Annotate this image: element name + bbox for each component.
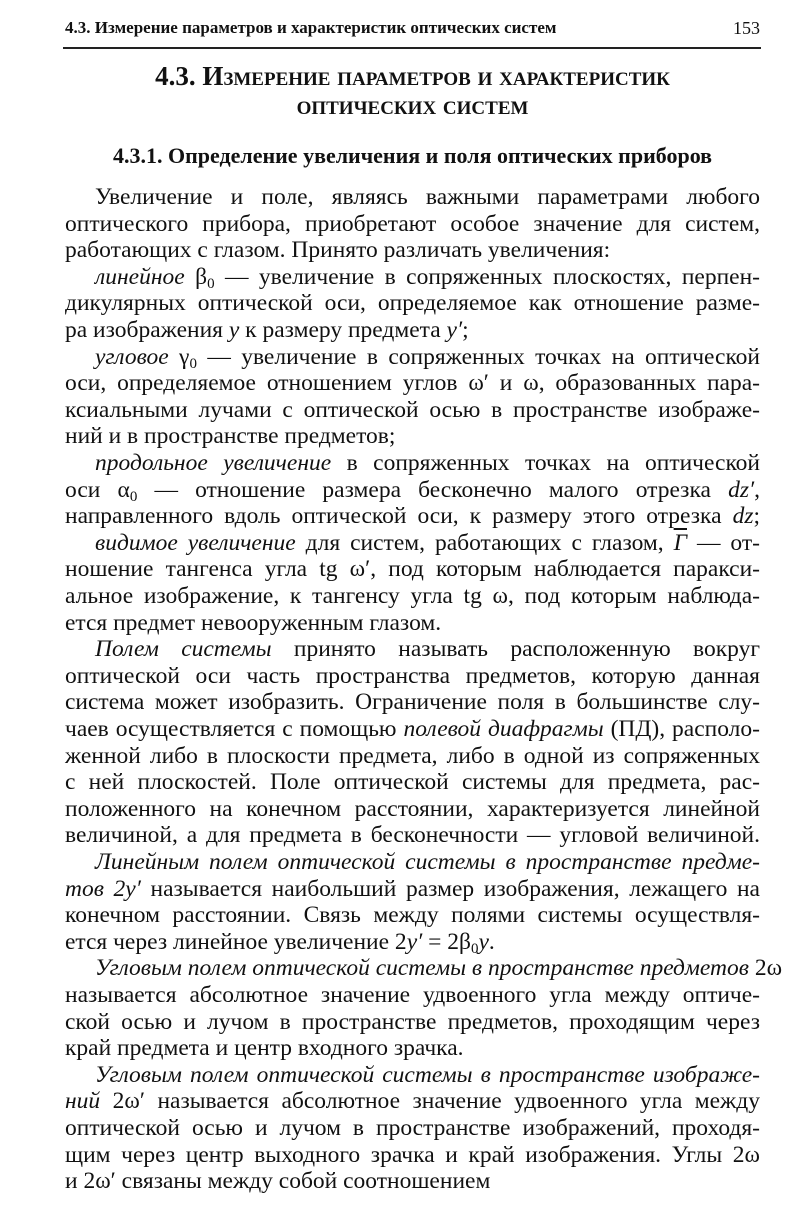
- text-run: оптической осью и лучом в пространстве изображений, проходя-: [65, 1115, 760, 1141]
- text-run: = 2β: [422, 928, 471, 955]
- text-run: принято называть расположенную вокруг: [271, 636, 760, 663]
- text-run: дикулярных оптической оси, определяемое как отношение разме-: [65, 290, 760, 317]
- section-title: [60, 62, 765, 120]
- text-run: .: [488, 928, 495, 955]
- text-run: к размеру предмета: [239, 317, 447, 343]
- text-line: [65, 290, 760, 317]
- text-line: [65, 849, 760, 876]
- text-run: оптической оси часть пространства предметов, которую данная: [65, 662, 760, 689]
- text-line: [65, 344, 760, 371]
- text-run: — увеличение в сопряженных точках на оптической: [196, 343, 761, 370]
- text-run: ется через линейное увеличение 2: [65, 928, 407, 955]
- subscript: 0: [189, 355, 197, 372]
- text-line: [65, 1062, 760, 1089]
- text-line: [65, 743, 760, 770]
- italic-run: продольное увеличение: [95, 450, 332, 476]
- running-title: 4.3. Измерение параметров и характеристик оптических систем: [65, 18, 557, 37]
- text-run: для систем, работающих с глазом,: [295, 529, 674, 556]
- text-run: — от-: [687, 529, 760, 556]
- text-line: [65, 556, 760, 583]
- text-run: оси α: [65, 476, 130, 503]
- subscript: 0: [207, 275, 215, 292]
- text-line: [65, 1115, 760, 1142]
- italic-run: y: [478, 928, 489, 955]
- italic-run: Угловым полем оптической системы в пространстве изображе-: [95, 1061, 760, 1088]
- text-line: [65, 663, 760, 690]
- text-line: [65, 982, 760, 1009]
- text-line: [65, 929, 760, 956]
- text-run: ний и в пространстве предметов;: [65, 423, 396, 450]
- text-run: женной либо в плоскости предмета, либо в одной из сопряженных: [65, 742, 760, 769]
- text-line: [65, 636, 760, 663]
- italic-run: видимое увеличение: [95, 529, 296, 556]
- text-run: Увеличение и поле, являясь важными параметрами любого: [95, 184, 760, 210]
- text-line: [65, 264, 760, 291]
- text-line: [65, 370, 760, 397]
- italic-run: линейное: [95, 263, 185, 290]
- header-rule: [63, 47, 761, 49]
- text-run: чаев осуществляется с помощью: [65, 716, 404, 742]
- text-run: ;: [753, 503, 760, 530]
- text-line: [65, 503, 760, 530]
- text-run: ра изображения: [65, 317, 229, 343]
- italic-run: dz: [732, 503, 754, 530]
- text-run: оптического прибора, приобретают особое значение для систем,: [65, 210, 760, 237]
- text-run: 2ω′ называется абсолютное значение удвоенного угла между: [100, 1088, 760, 1115]
- text-run: называется абсолютное значение удвоенного угла между оптиче-: [65, 982, 760, 1008]
- text-line: [65, 796, 760, 823]
- text-run: величиной, а для предмета в бесконечности — угловой величиной.: [65, 822, 760, 849]
- text-run: называется наибольший размер изображения, лежащего на: [140, 875, 760, 902]
- text-run: γ: [168, 343, 190, 370]
- text-line: [65, 716, 760, 743]
- subscript: 0: [129, 488, 138, 505]
- text-line: [65, 237, 760, 264]
- text-line: [65, 211, 760, 238]
- text-run: — отношение размера бесконечно малого отрезка: [137, 476, 729, 503]
- text-line: [65, 1009, 760, 1036]
- text-line: [65, 822, 760, 849]
- text-line: [65, 1088, 760, 1115]
- italic-run: Линейным полем оптической системы в пространстве предме-: [95, 849, 760, 875]
- text-line: [65, 477, 760, 504]
- text-line: [65, 769, 760, 796]
- text-run: альное изображение, к тангенсу угла tg ω, под которым наблюда-: [65, 583, 760, 609]
- text-run: Г: [673, 529, 687, 556]
- subsection-title: 4.3.1. Определение увеличения и поля оптических приборов: [112, 143, 713, 168]
- text-run: β: [184, 263, 208, 290]
- italic-run: Угловым полем оптической системы в пространстве предметов: [95, 955, 749, 982]
- text-run: ксиальными лучами с оптической осью в пространстве изображе-: [65, 396, 760, 423]
- text-line: [65, 1035, 760, 1062]
- text-run: работающих с глазом. Принято различать увеличения:: [65, 237, 611, 264]
- text-line: [65, 1168, 760, 1195]
- text-run: щим через центр выходного зрачка и край изображения. Углы 2ω: [65, 1141, 760, 1168]
- italic-run: Полем системы: [95, 636, 272, 663]
- italic-run: ний: [65, 1088, 101, 1115]
- text-line: [65, 610, 760, 637]
- text-run: с ней плоскостей. Поле оптической системы для предмета, рас-: [65, 769, 760, 796]
- text-line: [65, 689, 760, 716]
- text-run: ношение тангенса угла tg ω′, под которым наблюдается паракси-: [65, 556, 760, 583]
- text-run: — увеличение в сопряженных плоскостях, перпен-: [214, 263, 760, 290]
- text-line: [65, 955, 783, 982]
- text-line: [65, 317, 760, 344]
- text-line: [65, 184, 760, 211]
- section-title-line: оптических систем: [296, 90, 529, 120]
- text-run: (ПД), располо-: [603, 716, 760, 742]
- text-line: [65, 423, 760, 450]
- text-line: [65, 583, 760, 610]
- italic-run: тов 2y′: [65, 875, 141, 902]
- italic-run: y′: [406, 928, 423, 955]
- text-line: [65, 450, 760, 477]
- text-run: система может изобразить. Ограничение поля в большинстве слу-: [65, 689, 760, 716]
- italic-run: полевой диафрагмы: [403, 716, 604, 742]
- text-run: и 2ω′ связаны между собой соотношением: [65, 1168, 491, 1195]
- text-line: [65, 530, 760, 557]
- text-line: [65, 1142, 760, 1169]
- running-header: [65, 18, 760, 44]
- text-run: положенного на конечном расстоянии, характеризуется линейной: [65, 795, 760, 822]
- italic-run: dz′: [728, 476, 755, 503]
- text-run: конечном расстоянии. Связь между полями системы осуществля-: [65, 902, 760, 929]
- section-title-line: 4.3. Измерение параметров и характеристик: [155, 61, 670, 91]
- text-run: край предмета и центр входного зрачка.: [65, 1035, 464, 1062]
- text-line: [65, 397, 760, 424]
- text-run: ,: [754, 476, 761, 503]
- italic-run: угловое: [95, 343, 169, 370]
- subscript: 0: [470, 940, 479, 957]
- text-run: ской осью и лучом в пространстве предметов, проходящим через: [65, 1008, 760, 1035]
- text-line: [65, 902, 760, 929]
- italic-run: y′: [446, 317, 463, 343]
- page-number: 153: [733, 18, 760, 38]
- text-run: 2ω: [748, 955, 783, 982]
- text-run: направленного вдоль оптической оси, к размеру этого отрезка: [65, 503, 733, 530]
- text-run: ;: [462, 317, 469, 343]
- text-line: [65, 876, 760, 903]
- italic-run: y: [228, 317, 240, 343]
- text-run: оси, определяемое отношением углов ω′ и ω, образованных пара-: [65, 370, 760, 397]
- text-run: в сопряженных точках на оптической: [331, 450, 760, 476]
- text-run: ется предмет невооруженным глазом.: [65, 609, 442, 636]
